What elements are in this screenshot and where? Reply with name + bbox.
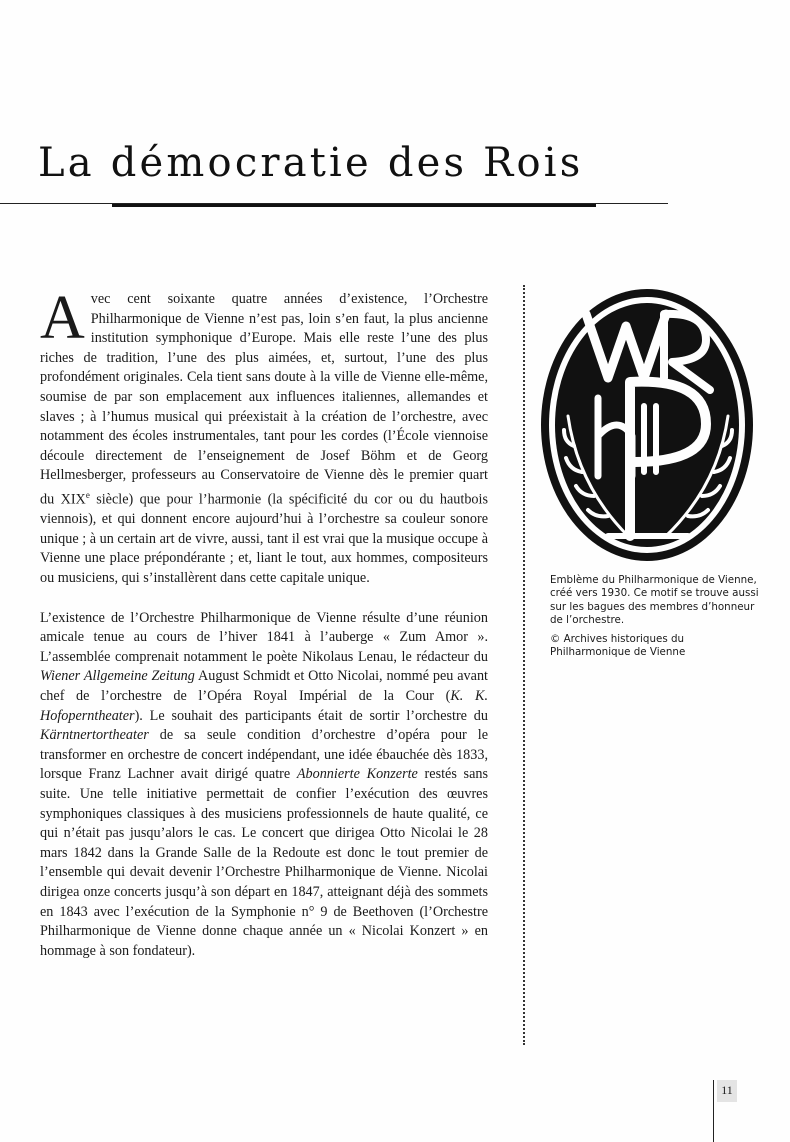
theater-name: Kärntnertortheater [40,727,149,744]
philharmonic-emblem-icon [538,286,756,564]
century-superscript: e [85,489,90,500]
newspaper-title: Wiener Allgemeine Zeitung [40,668,195,685]
footer-rule [713,1080,714,1142]
drop-cap: A [40,284,85,352]
title-rule-accent [112,204,596,207]
paragraph-2-segment: restés sans suite. Une telle initiative permettait de confier l’exécution des œuvres symphoniques classiques à des musiciens professionnels de haute qualité, ce qui n’était pas jusqu’alors le cas. Le concert que dirigea Otto Nicolai le 28 mars 1842 dans la Grande Salle de la Redoute est donc le tout premier de l’ensemble qui devait devenir l’Orchestre Philharmonique de Vienne. Nicolai dirigea onze concerts jusqu’à son départ en 1847, atteignant déjà des sommets en 1843 avec l’exécution de la Symphonie n° 9 de Beethoven (l’Orchestre Philharmonique de Vienne donne chaque année un « Nicolai Konzert » en hommage à son fondateur). [40,766,488,959]
paragraph-2-segment: August Schmidt et Otto Nicolai, nommé peu avant chef de l’orchestre de l’Opéra Royal Impérial de la Cour ( [40,668,488,705]
paragraph-2 [40,609,488,962]
paragraph-1-text-end: siècle) que pour l’harmonie (la spécificité du cor ou du hautbois viennois), et qui donnent encore aujourd’hui à l’orchestre sa couleur sonore unique ; à un certain art de vivre, aussi, tant il est vrai que la musique occupe à Vienne une place prépondérante ; et, liant le tout, aux hommes, compositeurs ou musiciens, qui s’installèrent dans cette capitale unique. [40,491,488,587]
caption-credit: © Archives historiques du Philharmonique de Vienne [550,632,686,659]
paragraph-1-text: vec cent soixante quatre années d’existence, l’Orchestre Philharmonique de Vienne n’est pas, loin s’en faut, la plus ancienne institution symphonique d’Europe. Mais elle reste l’une des plus riches de tradition, l’une des plus aimées, et, surtout, l’une des plus profondément originales. Cela tient sans doute à la ville de Vienne elle-même, soumise de par son emplacement aux influences italiennes, allemandes et slaves ; à l’humus musical qui préexistait à la création de l’orchestre, avec notamment des écoles instrumentales, tant pour les cordes (l’École viennoise découle directement de l’enseignement de Josef Böhm et de Georg Hellmesberger, professeurs au Conservatoire de Vienne dès le premier quart du XIX [40,291,488,508]
paragraph-2-segment: ). Le souhait des participants était de sortir l’orchestre du [134,707,488,724]
concert-series-name: Abonnierte Konzerte [296,766,418,783]
page-number: 11 [717,1080,737,1102]
paragraph-1 [40,284,488,589]
article-body [40,284,488,961]
page-title: La démocratie des Rois [38,140,584,186]
emblem-caption [550,574,762,659]
caption-text: Emblème du Philharmonique de Vienne, créé vers 1930. Ce motif se trouve aussi sur les bagues des membres d’honneur de l’orchestre. [550,574,759,627]
paragraph-2-segment: de sa seule condition d’orchestre d’opéra pour le transformer en orchestre de concert indépendant, une idée ébauchée dès 1833, lorsque Franz Lachner avait dirigé quatre [40,727,488,783]
opera-house-name: K. K. Hofoperntheater [40,688,488,724]
paragraph-2-segment: L’existence de l’Orchestre Philharmonique de Vienne résulte d’une réunion amicale tenue au cours de l’hiver 1841 à l’auberge « Zum Amor ». L’assemblée comprenait notamment le poète Nikolaus Lenau, le rédacteur du [40,609,488,665]
column-divider [523,285,525,1045]
